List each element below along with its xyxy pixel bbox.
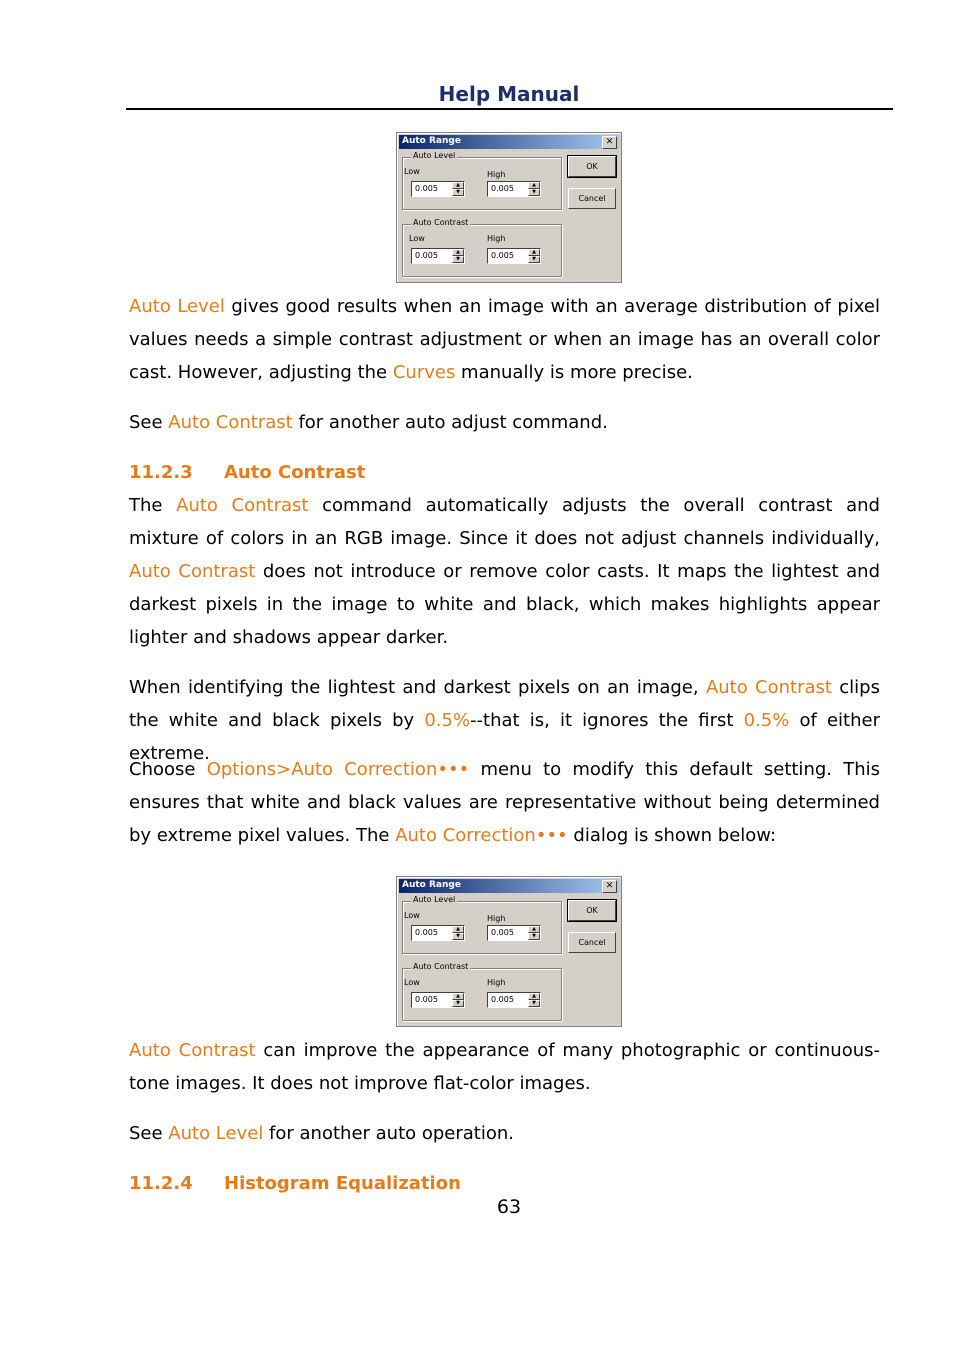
text: clips the white and black pixels by — [129, 677, 880, 731]
dialog-title: Auto Range — [402, 880, 461, 890]
auto-contrast-group — [402, 962, 562, 1021]
link-options-auto-correction[interactable]: Options>Auto Correction••• — [206, 759, 470, 780]
paragraph-auto-contrast-improve — [129, 1034, 880, 1100]
spin-up-icon[interactable]: ▲ — [452, 249, 464, 256]
link-auto-correction[interactable]: Auto Correction••• — [395, 825, 568, 846]
auto-level-group-label: Auto Level — [413, 151, 456, 160]
level-high-value: 0.005 — [491, 928, 514, 937]
link-auto-contrast[interactable]: Auto Contrast — [176, 495, 309, 516]
section-heading-auto-contrast — [129, 461, 365, 485]
clip-percent: 0.5% — [424, 710, 471, 731]
level-low-stepper[interactable] — [411, 181, 465, 197]
spin-down-icon[interactable]: ▼ — [452, 933, 464, 940]
close-icon[interactable]: ✕ — [602, 880, 617, 893]
section-number: 11.2.4 — [129, 1173, 193, 1194]
auto-range-dialog-bottom — [396, 876, 622, 1027]
text: does not introduce or remove color casts. It maps the lightest and darkest pixels in the image to white and black, which makes highlights appear lighter and shadows appear darker. — [129, 561, 880, 648]
link-auto-level[interactable]: Auto Level — [129, 296, 225, 317]
text: gives good results when an image with an average distribution of pixel values needs a simple contrast adjustment or when an image has an overall color cast. However, adjusting the — [129, 296, 881, 383]
text: command automatically adjusts the overall contrast and mixture of colors in an RGB image. Since it does not adjust channels individually, — [129, 495, 880, 549]
clip-percent: 0.5% — [743, 710, 790, 731]
close-icon[interactable]: ✕ — [602, 136, 617, 149]
link-auto-contrast[interactable]: Auto Contrast — [129, 1040, 256, 1061]
text: --that is, it ignores the first — [470, 710, 744, 731]
auto-contrast-group-label: Auto Contrast — [413, 218, 469, 227]
level-high-stepper[interactable] — [487, 181, 541, 197]
high-label: High — [487, 234, 506, 243]
high-label: High — [487, 978, 506, 987]
dialog-titlebar — [399, 135, 619, 149]
auto-contrast-group — [402, 218, 562, 277]
spin-down-icon[interactable]: ▼ — [528, 256, 540, 263]
contrast-low-stepper[interactable] — [411, 248, 465, 264]
level-low-stepper[interactable] — [411, 925, 465, 941]
section-title: Auto Contrast — [224, 462, 366, 483]
low-label: Low — [404, 911, 420, 920]
text: dialog is shown below: — [567, 825, 777, 846]
auto-contrast-group-label: Auto Contrast — [413, 962, 469, 971]
dialog-titlebar — [399, 879, 619, 893]
text: Choose — [129, 759, 207, 780]
paragraph-options-menu — [129, 753, 880, 852]
cancel-button[interactable]: Cancel — [568, 188, 616, 209]
level-low-value: 0.005 — [415, 928, 438, 937]
section-number: 11.2.3 — [129, 462, 193, 483]
spin-down-icon[interactable]: ▼ — [452, 256, 464, 263]
spin-down-icon[interactable]: ▼ — [452, 189, 464, 196]
spin-up-icon[interactable]: ▲ — [528, 926, 540, 933]
low-label: Low — [404, 167, 420, 176]
level-low-value: 0.005 — [415, 184, 438, 193]
contrast-high-stepper[interactable] — [487, 248, 541, 264]
text: of either extreme. — [129, 710, 880, 764]
text: See — [129, 412, 169, 433]
link-auto-contrast[interactable]: Auto Contrast — [129, 561, 256, 582]
spin-up-icon[interactable]: ▲ — [452, 182, 464, 189]
auto-level-group — [402, 895, 562, 954]
link-auto-contrast[interactable]: Auto Contrast — [168, 412, 293, 433]
paragraph-auto-level-intro — [129, 290, 880, 389]
spin-up-icon[interactable]: ▲ — [528, 182, 540, 189]
page-header-title: Help Manual — [438, 82, 580, 106]
spin-up-icon[interactable]: ▲ — [452, 926, 464, 933]
text: can improve the appearance of many photographic or continuous-tone images. It does not improve flat-color images. — [129, 1040, 880, 1094]
section-heading-histogram-equalization — [129, 1172, 461, 1196]
spin-down-icon[interactable]: ▼ — [528, 189, 540, 196]
dialog-title: Auto Range — [402, 136, 461, 146]
auto-level-group-label: Auto Level — [413, 895, 456, 904]
spin-up-icon[interactable]: ▲ — [528, 993, 540, 1000]
low-label: Low — [409, 234, 425, 243]
spin-up-icon[interactable]: ▲ — [452, 993, 464, 1000]
contrast-low-stepper[interactable] — [411, 992, 465, 1008]
auto-range-dialog-top — [396, 132, 622, 283]
high-label: High — [487, 914, 506, 923]
text: for another auto operation. — [263, 1123, 515, 1144]
text: The — [129, 495, 177, 516]
ok-button[interactable]: OK — [568, 156, 616, 177]
header-rule — [126, 108, 893, 110]
high-label: High — [487, 170, 506, 179]
link-curves[interactable]: Curves — [392, 362, 456, 383]
paragraph-see-auto-level — [129, 1117, 880, 1150]
contrast-low-value: 0.005 — [415, 995, 438, 1004]
spin-down-icon[interactable]: ▼ — [528, 933, 540, 940]
auto-level-group — [402, 151, 562, 210]
low-label: Low — [404, 978, 420, 987]
paragraph-auto-contrast-description — [129, 489, 880, 654]
level-high-value: 0.005 — [491, 184, 514, 193]
contrast-high-value: 0.005 — [491, 251, 514, 260]
contrast-high-value: 0.005 — [491, 995, 514, 1004]
text: When identifying the lightest and darkest pixels on an image, — [129, 677, 706, 698]
section-title: Histogram Equalization — [224, 1173, 461, 1194]
text: manually is more precise. — [455, 362, 693, 383]
text: menu to modify this default setting. This ensures that white and black values are representative without being determined by extreme pixel values. The — [129, 759, 880, 846]
cancel-button[interactable]: Cancel — [568, 932, 616, 953]
contrast-low-value: 0.005 — [415, 251, 438, 260]
contrast-high-stepper[interactable] — [487, 992, 541, 1008]
spin-down-icon[interactable]: ▼ — [452, 1000, 464, 1007]
paragraph-see-auto-contrast — [129, 406, 880, 439]
ok-button[interactable]: OK — [568, 900, 616, 921]
page-number: 63 — [496, 1196, 522, 1218]
text: See — [129, 1123, 169, 1144]
level-high-stepper[interactable] — [487, 925, 541, 941]
text: for another auto adjust command. — [292, 412, 608, 433]
link-auto-level[interactable]: Auto Level — [168, 1123, 264, 1144]
link-auto-contrast[interactable]: Auto Contrast — [705, 677, 832, 698]
spin-down-icon[interactable]: ▼ — [528, 1000, 540, 1007]
spin-up-icon[interactable]: ▲ — [528, 249, 540, 256]
